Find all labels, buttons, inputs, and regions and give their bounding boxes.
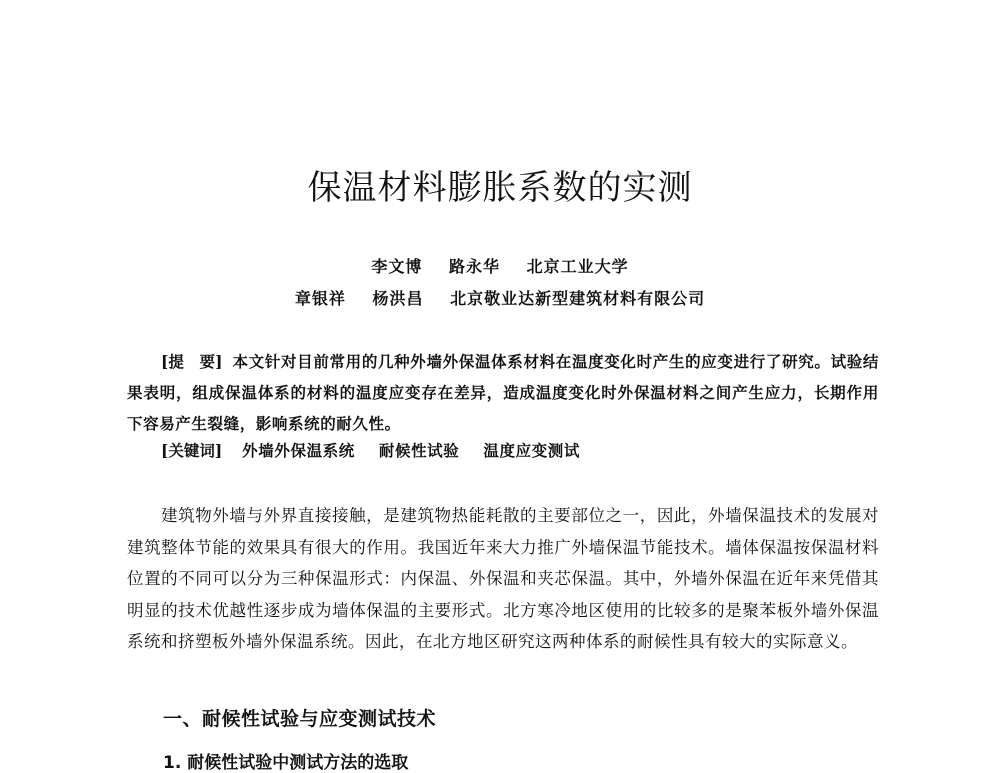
author-name: 李文博 <box>371 257 423 276</box>
abstract-text: 本文针对目前常用的几种外墙外保温体系材料在温度变化时产生的应变进行了研究。试验结果表明，组成保温体系的材料的温度应变存在差异，造成温度变化时外保温材料之间产生应力，长期作用下容易产生裂缝，影响系统的耐久性。 <box>127 352 879 433</box>
intro-paragraph: 建筑物外墙与外界直接接触，是建筑物热能耗散的主要部位之一，因此，外墙保温技术的发展对建筑整体节能的效果具有很大的作用。我国近年来大力推广外墙保温节能技术。墙体保温按保温材料位置的不同可以分为三种保温形式：内保温、外保温和夹芯保温。其中，外墙外保温在近年来凭借其明显的技术优越性逐步成为墙体保温的主要形式。北方寒冷地区使用的比较多的是聚苯板外墙外保温系统和挤塑板外墙外保温系统。因此，在北方地区研究这两种体系的耐候性具有较大的实际意义。 <box>127 506 879 651</box>
subsection-heading: 1. 耐候性试验中测试方法的选取 <box>163 753 409 773</box>
keyword: 外墙外保温系统 <box>242 441 355 460</box>
author-name: 杨洪昌 <box>372 289 424 308</box>
author-line-1 <box>0 254 1000 277</box>
author-affiliation: 北京工业大学 <box>526 257 629 276</box>
author-affiliation: 北京敬业达新型建筑材料有限公司 <box>450 289 706 308</box>
keywords <box>161 439 598 461</box>
keywords-label: [关键词] <box>161 441 223 460</box>
abstract-label: [提 要] <box>161 352 223 371</box>
keyword: 温度应变测试 <box>483 441 580 460</box>
author-line-2 <box>0 286 1000 309</box>
keyword: 耐候性试验 <box>378 441 460 460</box>
author-name: 章银祥 <box>294 289 346 308</box>
author-name: 路永华 <box>448 257 500 276</box>
section-heading: 一、耐候性试验与应变测试技术 <box>163 708 437 730</box>
abstract <box>127 346 879 439</box>
paper-title: 保温材料膨胀系数的实测 <box>307 168 693 208</box>
